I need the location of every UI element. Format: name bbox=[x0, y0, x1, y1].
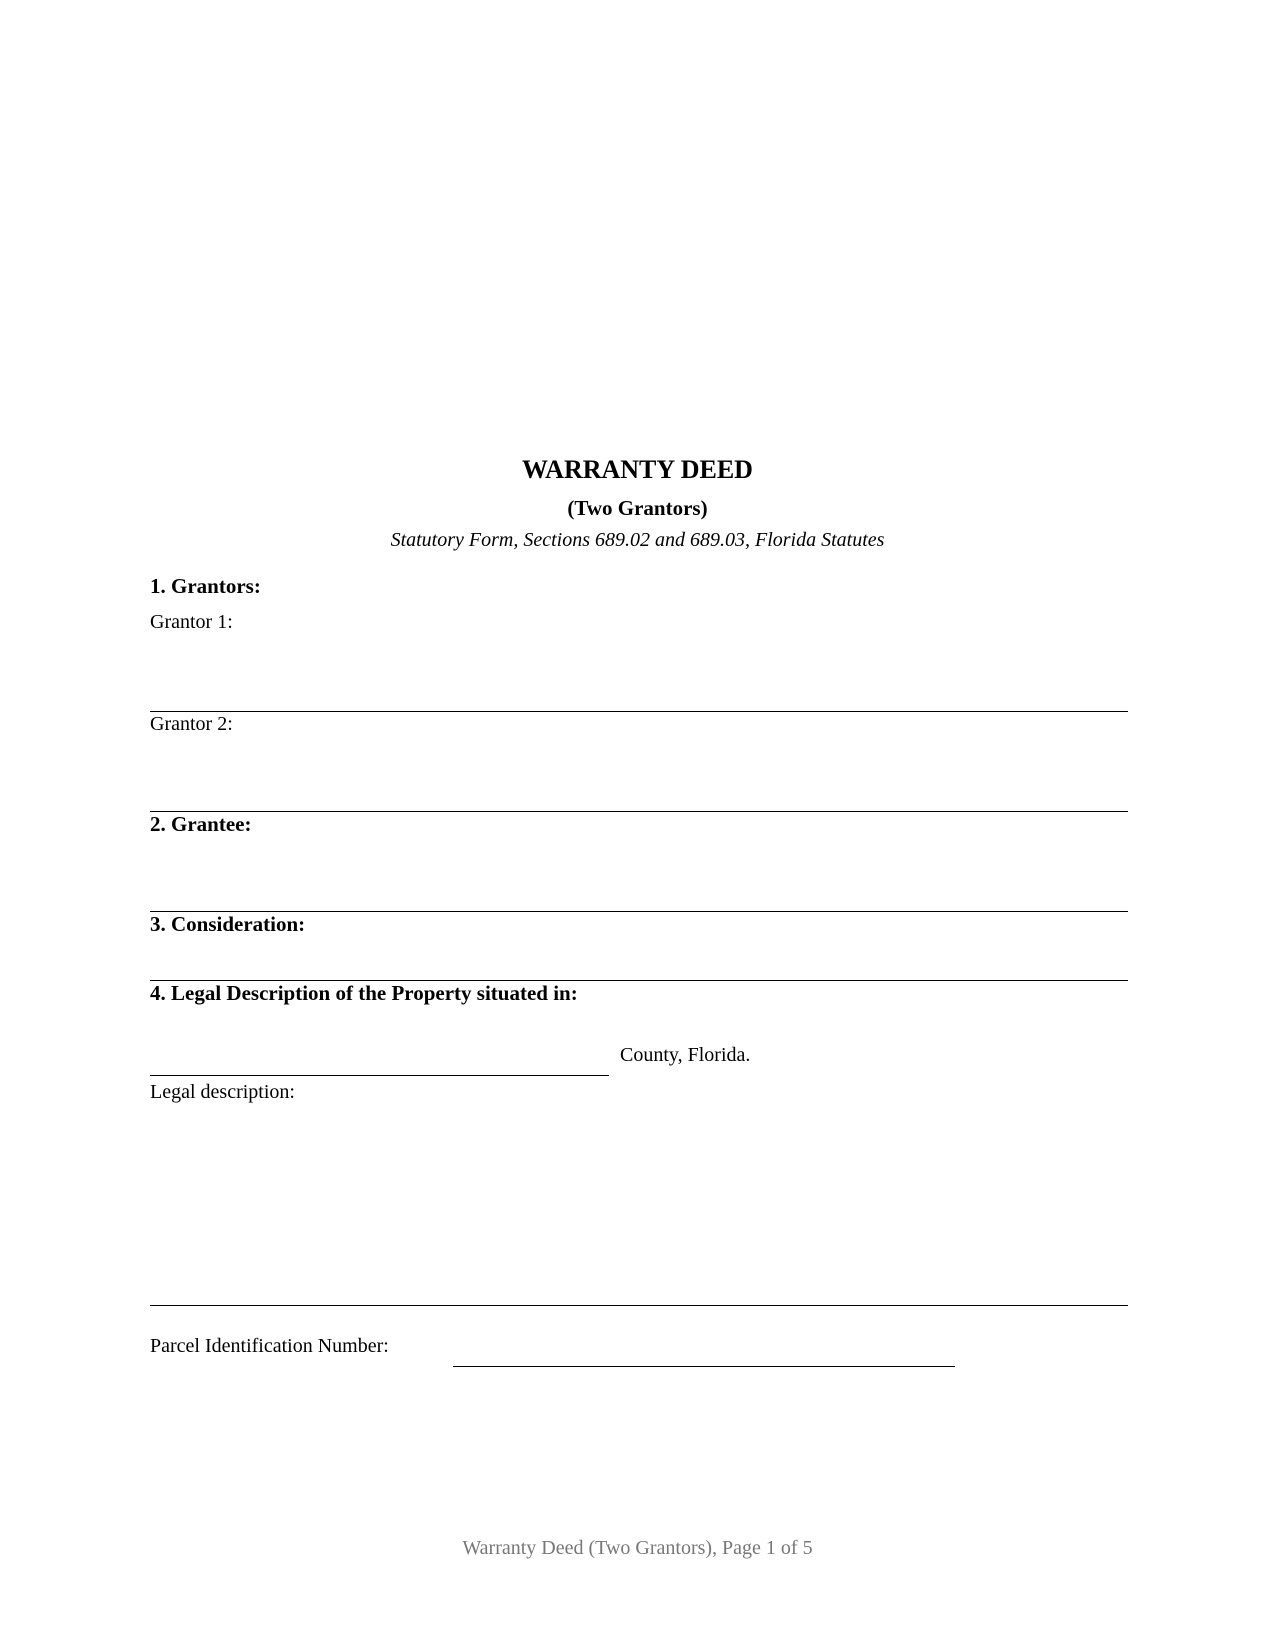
parcel-id-line[interactable] bbox=[453, 1366, 955, 1367]
grantee-heading: 2. Grantee: bbox=[150, 812, 252, 836]
parcel-id-label: Parcel Identification Number: bbox=[150, 1335, 389, 1357]
grantor-2-label: Grantor 2: bbox=[150, 713, 233, 735]
legal-description-label: Legal description: bbox=[150, 1081, 295, 1103]
consideration-heading: 3. Consideration: bbox=[150, 912, 306, 936]
statute-reference: Statutory Form, Sections 689.02 and 689.03, Florida Statutes bbox=[390, 529, 885, 551]
document-subtitle: (Two Grantors) bbox=[567, 496, 708, 520]
county-suffix: County, Florida. bbox=[620, 1044, 751, 1066]
legal-description-line[interactable] bbox=[150, 1305, 1128, 1306]
grantor-1-label: Grantor 1: bbox=[150, 611, 233, 633]
county-line[interactable] bbox=[150, 1075, 609, 1076]
legal-description-heading: 4. Legal Description of the Property situated in: bbox=[150, 981, 578, 1005]
grantor-1-line[interactable] bbox=[150, 711, 1128, 712]
grantors-heading: 1. Grantors: bbox=[150, 574, 261, 598]
grantor-2-line[interactable] bbox=[150, 811, 1128, 812]
page-footer: Warranty Deed (Two Grantors), Page 1 of 5 bbox=[462, 1537, 813, 1559]
document-title: WARRANTY DEED bbox=[522, 455, 753, 484]
